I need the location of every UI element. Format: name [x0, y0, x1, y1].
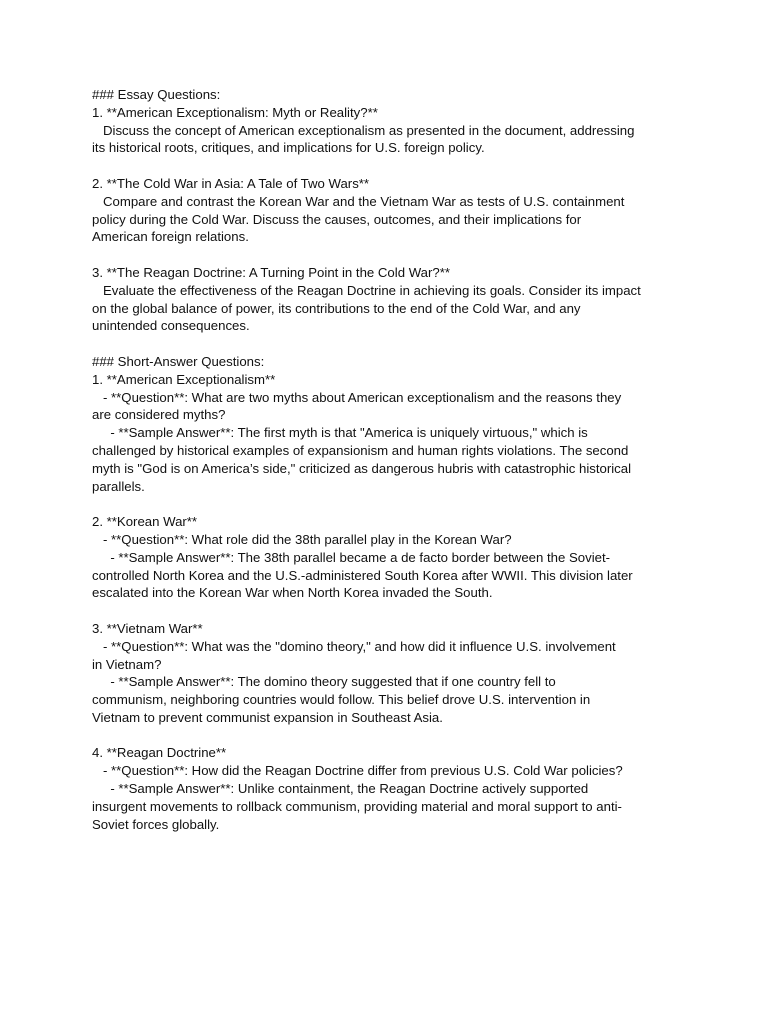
essay-item-text: on the global balance of power, its contributions to the end of the Cold War, and any [92, 300, 581, 316]
essay-section [92, 86, 680, 335]
essay-item-text: Compare and contrast the Korean War and the Vietnam War as tests of U.S. containment [92, 193, 625, 209]
short-item-text: - **Question**: What are two myths about American exceptionalism and the reasons they [92, 389, 622, 405]
short-answer-section [92, 353, 680, 834]
essay-item-text: unintended consequences. [92, 318, 250, 334]
short-item-title: 1. **American Exceptionalism** [92, 371, 276, 387]
short-item-text: in Vietnam? [92, 656, 162, 672]
document-page [92, 86, 680, 833]
short-item-text: - **Sample Answer**: The domino theory suggested that if one country fell to [92, 674, 556, 690]
short-item-text: controlled North Korea and the U.S.-administered South Korea after WWII. This division later [92, 567, 633, 583]
short-item-title: 4. **Reagan Doctrine** [92, 745, 227, 761]
essay-item-text: policy during the Cold War. Discuss the causes, outcomes, and their implications for [92, 211, 582, 227]
short-item-text: Soviet forces globally. [92, 816, 220, 832]
short-item-text: challenged by historical examples of expansionism and human rights violations. The second [92, 442, 629, 458]
short-item-1 [92, 371, 680, 496]
short-item-text: are considered myths? [92, 407, 226, 423]
blank-line [92, 602, 680, 620]
short-item-title: 3. **Vietnam War** [92, 620, 203, 636]
short-item-2 [92, 513, 680, 602]
short-item-text: - **Sample Answer**: The first myth is that "America is uniquely virtuous," which is [92, 425, 588, 441]
essay-item-text: American foreign relations. [92, 229, 249, 245]
short-answer-heading: ### Short-Answer Questions: [92, 353, 265, 369]
essay-item-title: 1. **American Exceptionalism: Myth or Reality?** [92, 104, 378, 120]
blank-line [92, 246, 680, 264]
essay-item-2 [92, 175, 680, 246]
essay-item-3 [92, 264, 680, 335]
short-item-text: parallels. [92, 478, 145, 494]
short-item-text: - **Question**: How did the Reagan Doctrine differ from previous U.S. Cold War policies? [92, 763, 623, 779]
short-item-text: - **Question**: What was the "domino theory," and how did it influence U.S. involvement [92, 638, 616, 654]
short-item-text: myth is "God is on America’s side," criticized as dangerous hubris with catastrophic historical [92, 460, 632, 476]
essay-item-text: Discuss the concept of American exceptionalism as presented in the document, addressing [92, 122, 635, 138]
essay-item-text: its historical roots, critiques, and implications for U.S. foreign policy. [92, 140, 485, 156]
short-item-text: - **Sample Answer**: The 38th parallel became a de facto border between the Soviet- [92, 549, 611, 565]
essay-item-text: Evaluate the effectiveness of the Reagan Doctrine in achieving its goals. Consider its impact [92, 282, 641, 298]
short-item-text: - **Sample Answer**: Unlike containment, the Reagan Doctrine actively supported [92, 781, 589, 797]
essay-item-1 [92, 104, 680, 157]
short-item-4 [92, 744, 680, 833]
essay-item-title: 3. **The Reagan Doctrine: A Turning Point in the Cold War?** [92, 264, 450, 280]
blank-line [92, 335, 680, 353]
short-item-text: insurgent movements to rollback communism, providing material and moral support to anti- [92, 798, 622, 814]
short-item-text: communism, neighboring countries would follow. This belief drove U.S. intervention in [92, 692, 591, 708]
short-item-text: escalated into the Korean War when North Korea invaded the South. [92, 585, 493, 601]
short-item-text: - **Question**: What role did the 38th parallel play in the Korean War? [92, 531, 512, 547]
blank-line [92, 727, 680, 745]
short-item-title: 2. **Korean War** [92, 514, 198, 530]
blank-line [92, 157, 680, 175]
essay-item-title: 2. **The Cold War in Asia: A Tale of Two Wars** [92, 175, 370, 191]
blank-line [92, 495, 680, 513]
short-item-text: Vietnam to prevent communist expansion in Southeast Asia. [92, 709, 443, 725]
short-item-3 [92, 620, 680, 727]
essay-heading: ### Essay Questions: [92, 87, 221, 102]
